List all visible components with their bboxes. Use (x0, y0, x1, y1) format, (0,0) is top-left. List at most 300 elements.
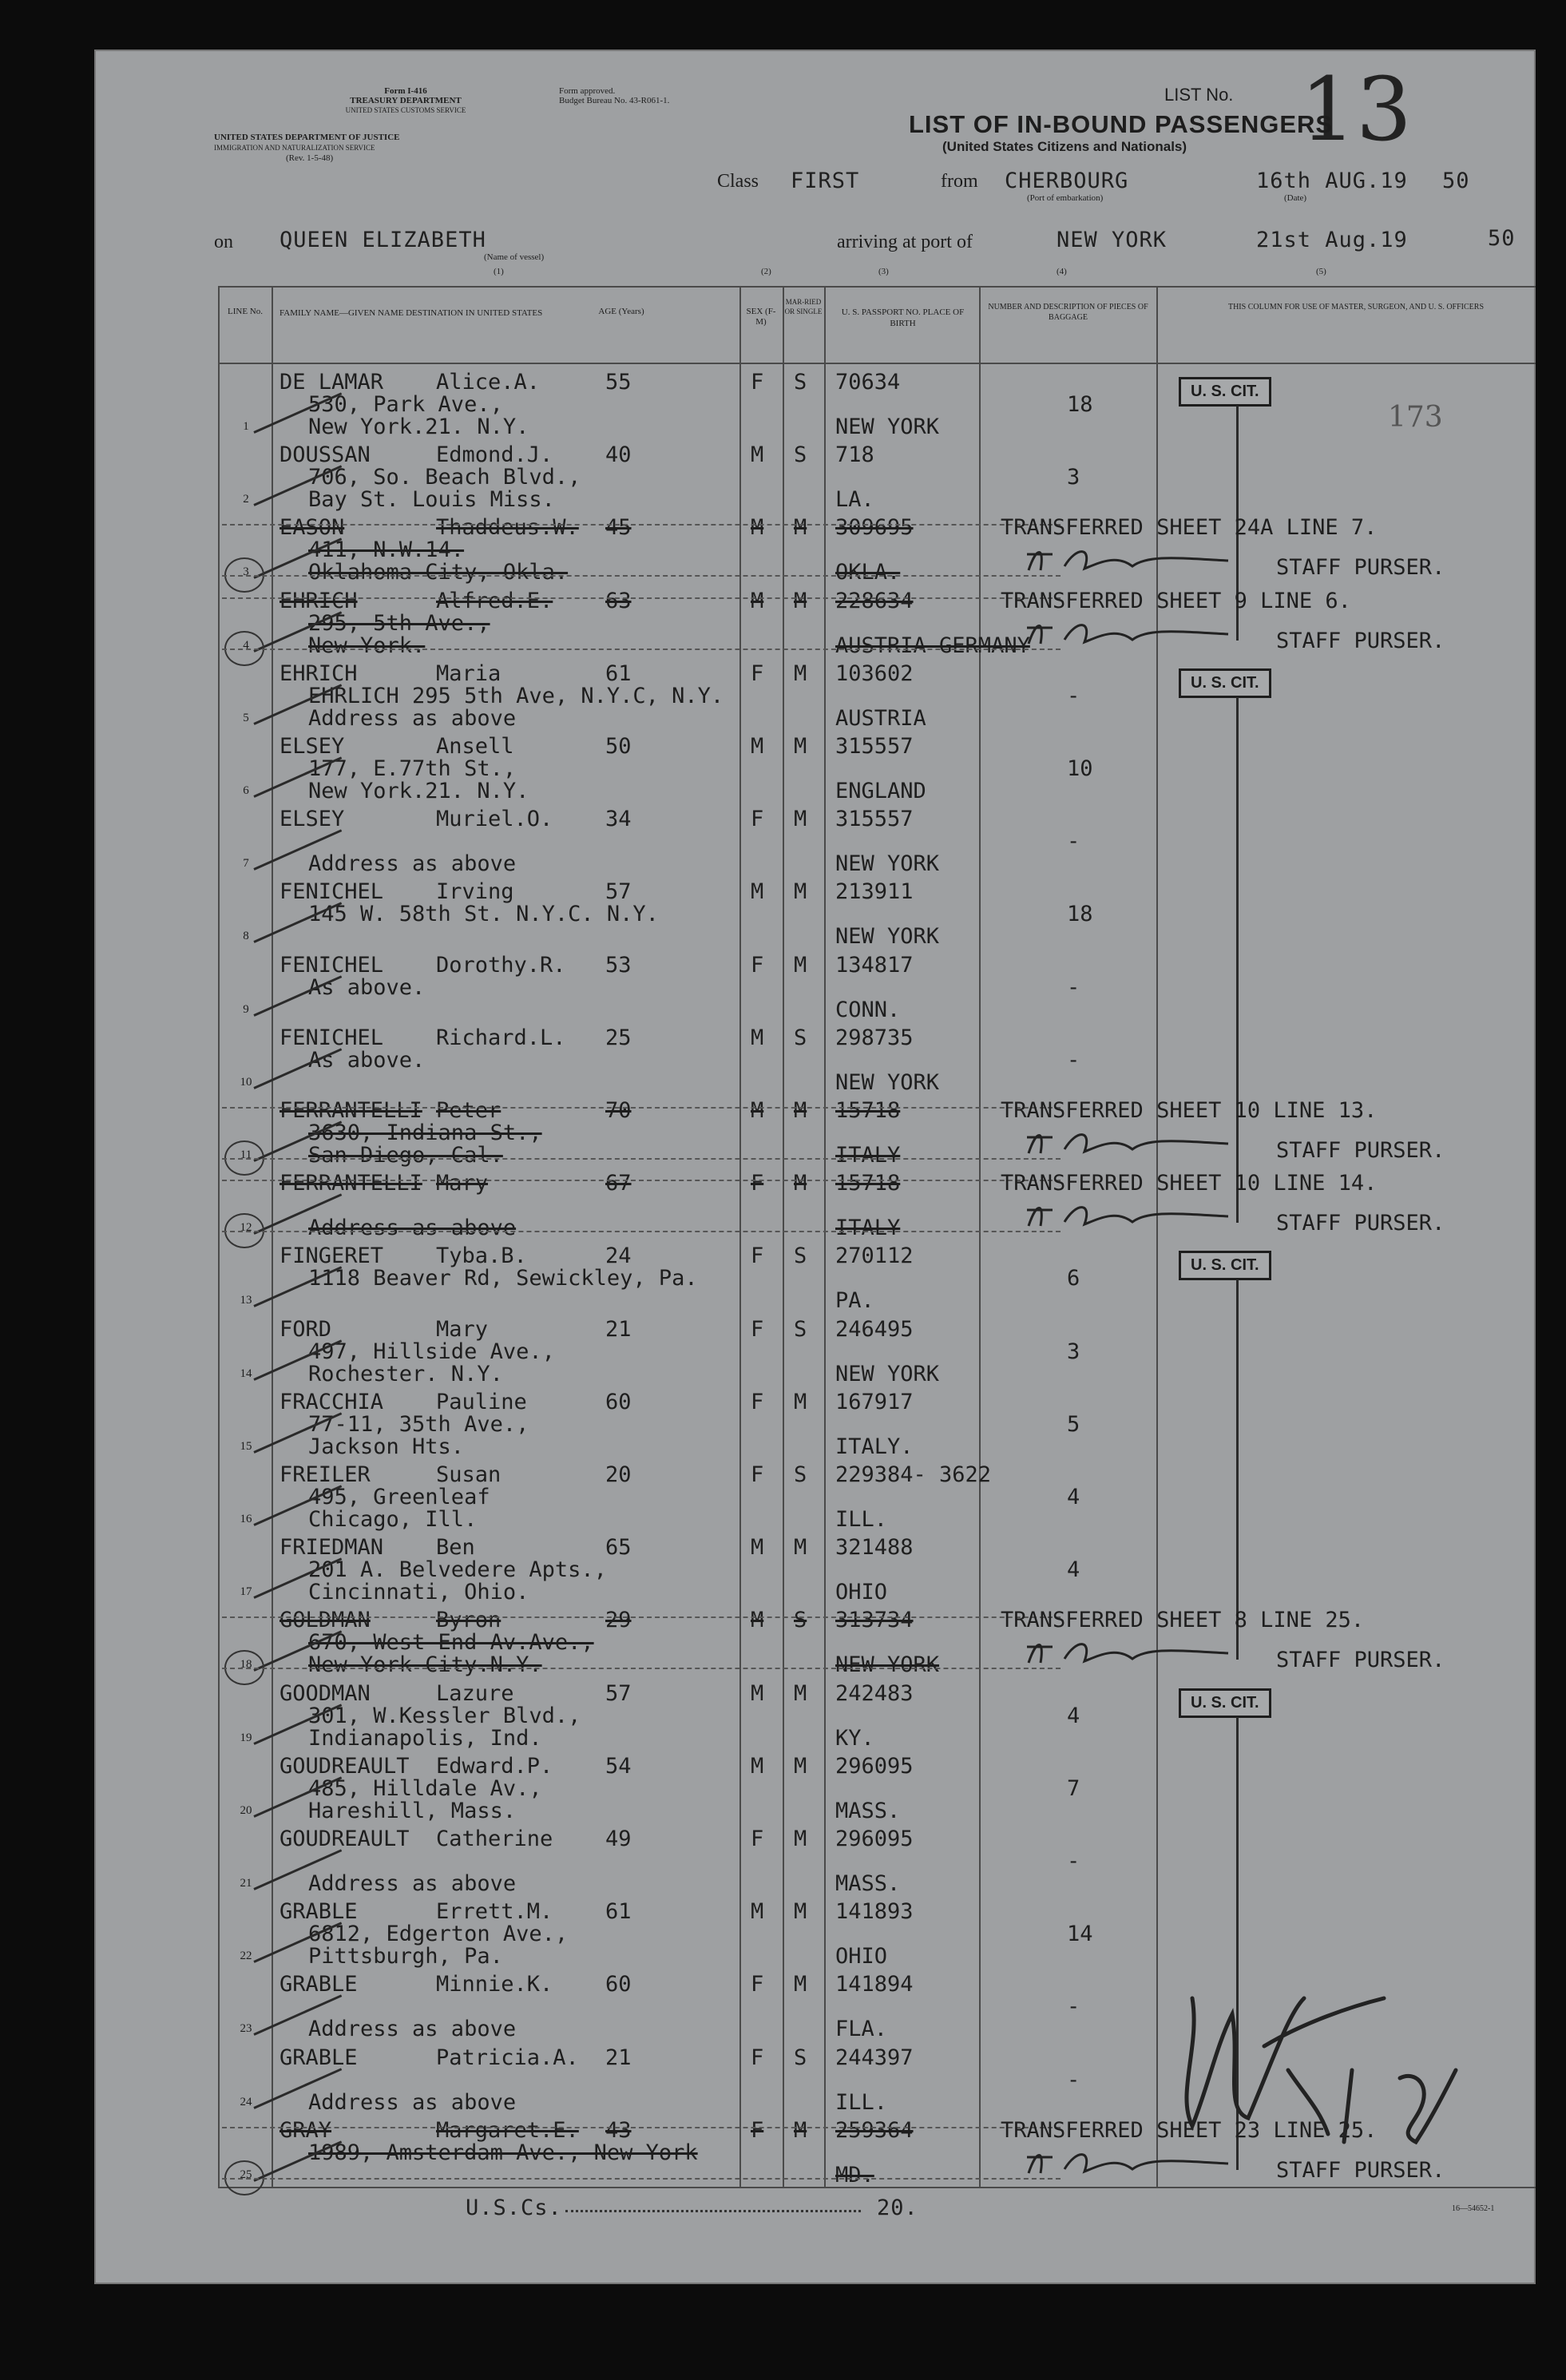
passenger-given-name: Tyba.B. (436, 1244, 527, 1269)
passenger-marital-status: M (794, 1899, 807, 1925)
passenger-sex: M (751, 1753, 764, 1779)
passenger-family-name: EHRICH (280, 660, 358, 686)
passenger-given-name: Byron (436, 1608, 502, 1633)
passenger-family-name: GRAY (280, 2117, 332, 2143)
purser-signature (1021, 1631, 1260, 1678)
strike-rule (222, 2178, 1061, 2180)
passenger-address-line2: San Diego, Cal. (308, 1143, 503, 1168)
purser-signature (1021, 1194, 1260, 1241)
passenger-address-line2: New York City.N.Y. (308, 1652, 542, 1678)
passenger-marital-status: S (794, 1025, 807, 1050)
passenger-family-name: GOUDREAULT (280, 1753, 410, 1779)
passenger-sex: F (751, 1171, 764, 1196)
passenger-address-line1: 295, 5th Ave., (308, 610, 490, 636)
class-label: Class (717, 171, 759, 192)
passenger-address-line1: 1989, Amsterdam Ave., New York (308, 2140, 698, 2165)
form-approved: Form approved. (559, 86, 616, 96)
purser-signature (1021, 612, 1260, 659)
passenger-address-line2: Rochester. N.Y. (308, 1361, 503, 1386)
passenger-age: 50 (605, 734, 632, 759)
passenger-marital-status: M (794, 2117, 807, 2143)
vessel-name: QUEEN ELIZABETH (280, 228, 486, 252)
passenger-sex: F (751, 1389, 764, 1414)
baggage-count: 5 (1067, 1411, 1080, 1437)
passenger-marital-status: M (794, 1171, 807, 1196)
baggage-count: 7 (1067, 1775, 1080, 1801)
immigration-service: IMMIGRATION AND NATURALIZATION SERVICE (214, 144, 375, 152)
line-number: 9 (243, 1002, 249, 1016)
strike-rule (222, 1616, 1061, 1618)
passenger-age: 60 (605, 1389, 632, 1414)
passport-number: 718 (835, 442, 874, 468)
baggage-count: 14 (1067, 1922, 1093, 1947)
us-citizen-stamp: U. S. CIT. (1179, 1688, 1271, 1718)
passport-number: 141893 (835, 1899, 914, 1925)
strike-rule (222, 1158, 1061, 1160)
passenger-given-name: Maria (436, 660, 502, 686)
passenger-given-name: Ansell (436, 734, 514, 759)
passenger-address-line1: 495, Greenleaf (308, 1485, 490, 1509)
passenger-marital-status: M (794, 660, 807, 686)
place-of-birth: NEW YORK (835, 1652, 940, 1678)
from-label: from (941, 171, 978, 192)
place-of-birth: MASS. (835, 1871, 901, 1896)
col-heading-line: LINE No. (228, 307, 263, 316)
passenger-sex: F (751, 1244, 764, 1269)
line-number: 11 (240, 1148, 252, 1161)
strike-rule (222, 1107, 1061, 1109)
baggage-count: 18 (1067, 902, 1093, 927)
passenger-family-name: FINGERET (280, 1244, 384, 1269)
list-number: 13 (1300, 58, 1412, 161)
passenger-marital-status: M (794, 807, 807, 832)
passenger-given-name: Thaddeus.W. (436, 515, 579, 541)
strike-rule (222, 597, 1061, 599)
passport-number: 70634 (835, 370, 901, 395)
strike-rule (222, 1180, 1061, 1181)
transfer-note: TRANSFERRED SHEET 10 LINE 14. (1001, 1171, 1378, 1196)
passport-number: 298735 (835, 1025, 914, 1050)
passenger-sex: F (751, 1462, 764, 1487)
passenger-given-name: Alice.A. (436, 370, 541, 395)
passenger-age: 63 (605, 588, 632, 613)
passenger-marital-status: M (794, 1098, 807, 1123)
passport-number: 15718 (835, 1171, 901, 1196)
print-code: 16—54652-1 (1452, 2204, 1495, 2213)
passenger-family-name: GOODMAN (280, 1680, 371, 1706)
passenger-family-name: FENICHEL (280, 1025, 384, 1050)
place-of-birth: PA. (835, 1288, 874, 1314)
place-of-birth: KY. (835, 1725, 874, 1751)
sailing-year: 50 (1442, 169, 1470, 193)
line-number: 5 (243, 711, 249, 724)
passenger-age: 70 (605, 1098, 632, 1123)
passenger-address-line2: Pittsburgh, Pa. (308, 1944, 503, 1969)
passenger-marital-status: S (794, 1316, 807, 1342)
passenger-given-name: Lazure (436, 1680, 514, 1706)
line-number: 14 (240, 1367, 252, 1380)
stamp-bracket-line (1236, 1279, 1239, 1660)
place-of-birth: OHIO (835, 1944, 888, 1969)
line-number: 4 (243, 638, 249, 652)
passenger-marital-status: S (794, 1462, 807, 1487)
arriving-label: arriving at port of (837, 232, 973, 252)
col-num-2: (2) (761, 267, 771, 276)
passenger-address-line2: Address as above (308, 1216, 517, 1241)
passenger-address-line2: Oklahoma City, Okla. (308, 560, 569, 585)
col-heading-baggage: NUMBER AND DESCRIPTION OF PIECES OF BAGGAGE (988, 303, 1148, 322)
page-title: LIST OF IN-BOUND PASSENGERS (909, 110, 1334, 138)
transfer-note: TRANSFERRED SHEET 24A LINE 7. (1001, 515, 1378, 541)
strike-rule (222, 1231, 1061, 1232)
passenger-given-name: Edward.P. (436, 1753, 553, 1779)
passport-number: 296095 (835, 1827, 914, 1851)
passenger-address-line2: Bay St. Louis Miss. (308, 487, 555, 513)
line-number: 24 (240, 2095, 252, 2108)
passenger-address-line2: Cincinnati, Ohio. (308, 1580, 529, 1605)
passenger-age: 43 (605, 2117, 632, 2143)
passenger-sex: M (751, 515, 764, 541)
passenger-manifest-sheet (94, 50, 1536, 2284)
passenger-marital-status: M (794, 588, 807, 613)
col-heading-officers: THIS COLUMN FOR USE OF MASTER, SURGEON, AND U. S. OFFICERS (1227, 303, 1485, 311)
passenger-age: 49 (605, 1827, 632, 1851)
passenger-address-line1: 3630, Indiana St., (308, 1121, 542, 1145)
passenger-address-line1: As above. (308, 1047, 426, 1073)
transfer-note: TRANSFERRED SHEET 10 LINE 13. (1001, 1098, 1378, 1123)
passenger-address-line2: Address as above (308, 2089, 517, 2115)
place-of-birth: CONN. (835, 997, 901, 1022)
col-rule (783, 288, 784, 2188)
us-citizen-stamp: U. S. CIT. (1179, 1251, 1271, 1280)
passenger-marital-status: M (794, 1389, 807, 1414)
passenger-age: 61 (605, 660, 632, 686)
col-num-1: (1) (494, 267, 504, 276)
baggage-count: - (1067, 1849, 1080, 1874)
passenger-marital-status: M (794, 1680, 807, 1706)
line-number: 13 (240, 1294, 252, 1307)
col-num-3: (3) (878, 267, 889, 276)
col-heading-married: MAR-RIED OR SINGLE (784, 298, 823, 315)
passenger-age: 54 (605, 1753, 632, 1779)
line-number: 20 (240, 1803, 252, 1817)
passport-number: 309695 (835, 515, 914, 541)
line-number: 10 (240, 1075, 252, 1089)
place-of-birth: ILL. (835, 2089, 888, 2115)
col-rule (824, 288, 826, 2188)
strike-rule (222, 524, 1061, 526)
staff-purser-label: STAFF PURSER. (1276, 628, 1445, 653)
date-label: (Date) (1284, 193, 1307, 203)
passenger-address-line1: 6812, Edgerton Ave., (308, 1922, 569, 1947)
passenger-sex: M (751, 1535, 764, 1561)
line-number: 2 (243, 493, 249, 506)
passenger-address-line1: 145 W. 58th St. N.Y.C. N.Y. (308, 902, 659, 927)
passenger-family-name: GRABLE (280, 2045, 358, 2070)
baggage-count: 3 (1067, 465, 1080, 490)
line-number: 8 (243, 930, 249, 943)
passenger-marital-status: M (794, 1535, 807, 1561)
passenger-address-line2: New York. (308, 633, 426, 658)
port-of-embarkation: CHERBOURG (1005, 169, 1129, 193)
passenger-given-name: Richard.L. (436, 1025, 566, 1050)
passenger-address-line2: Hareshill, Mass. (308, 1798, 517, 1823)
col-heading-sex: SEX (F-M) (746, 307, 776, 327)
passenger-address-line1: As above. (308, 974, 426, 1000)
passenger-address-line1: 1118 Beaver Rd, Sewickley, Pa. (308, 1266, 698, 1291)
passenger-given-name: Minnie.K. (436, 1972, 553, 1997)
uscs-label: U.S.Cs. (466, 2196, 562, 2220)
passport-number: 213911 (835, 879, 914, 905)
baggage-count: - (1067, 829, 1080, 855)
passenger-marital-status: M (794, 879, 807, 905)
passenger-age: 20 (605, 1462, 632, 1487)
passenger-address-line1: 497, Hillside Ave., (308, 1339, 555, 1364)
passenger-given-name: Susan (436, 1462, 502, 1487)
line-number: 3 (243, 565, 249, 579)
passport-number: 134817 (835, 952, 914, 978)
passenger-age: 24 (605, 1244, 632, 1269)
passport-number: 242483 (835, 1680, 914, 1706)
passenger-sex: M (751, 442, 764, 468)
passenger-age: 25 (605, 1025, 632, 1050)
side-number: 173 (1388, 401, 1443, 434)
baggage-count: - (1067, 1047, 1080, 1073)
arrival-date: 21st Aug.19 (1256, 228, 1408, 252)
passenger-sex: F (751, 2045, 764, 2070)
staff-purser-label: STAFF PURSER. (1276, 1211, 1445, 1236)
strike-rule (222, 1668, 1061, 1669)
arrival-port: NEW YORK (1057, 228, 1168, 252)
place-of-birth: NEW YORK (835, 1361, 940, 1386)
passenger-given-name: Catherine (436, 1827, 553, 1851)
justice-dept: UNITED STATES DEPARTMENT OF JUSTICE (214, 133, 400, 142)
passenger-sex: M (751, 1098, 764, 1123)
passport-number: 321488 (835, 1535, 914, 1561)
us-citizen-stamp: U. S. CIT. (1179, 668, 1271, 698)
col-rule (272, 288, 273, 2188)
line-number: 7 (243, 857, 249, 871)
passenger-address-line1: 530, Park Ave., (308, 392, 503, 417)
passenger-given-name: Alfred.E. (436, 588, 553, 613)
place-of-birth: NEW YORK (835, 924, 940, 950)
passenger-address-line1: EHRLICH 295 5th Ave, N.Y.C, N.Y. (308, 683, 724, 708)
passenger-sex: F (751, 370, 764, 395)
officer-signature (1144, 1950, 1528, 2150)
customs-service: UNITED STATES CUSTOMS SERVICE (345, 106, 466, 114)
passenger-sex: F (751, 1827, 764, 1851)
baggage-count: - (1067, 974, 1080, 1000)
passenger-address-line1: 177, E.77th St., (308, 756, 517, 781)
line-number: 25 (240, 2168, 252, 2181)
passenger-family-name: FERRANTELLI (280, 1171, 422, 1196)
passport-number: 259364 (835, 2117, 914, 2143)
passenger-family-name: DE LAMAR (280, 370, 384, 395)
passenger-marital-status: M (794, 734, 807, 759)
passenger-address-line1: 706, So. Beach Blvd., (308, 465, 581, 490)
passenger-sex: M (751, 734, 764, 759)
place-of-birth: MASS. (835, 1798, 901, 1823)
passenger-age: 29 (605, 1608, 632, 1633)
passenger-sex: M (751, 1680, 764, 1706)
passenger-address-line1: 77-11, 35th Ave., (308, 1411, 529, 1437)
passport-number: 270112 (835, 1244, 914, 1269)
passenger-marital-status: M (794, 952, 807, 978)
line-number: 23 (240, 2022, 252, 2036)
line-number: 22 (240, 1950, 252, 1963)
passenger-given-name: Patricia.A. (436, 2045, 579, 2070)
purser-signature (1021, 1121, 1260, 1168)
passenger-given-name: Edmond.J. (436, 442, 553, 468)
place-of-birth: ITALY. (835, 1434, 914, 1459)
passenger-age: 40 (605, 442, 632, 468)
passenger-address-line2: Chicago, Ill. (308, 1507, 478, 1532)
baggage-count: 4 (1067, 1703, 1080, 1728)
list-no-label: LIST No. (1164, 85, 1234, 105)
passenger-sex: F (751, 952, 764, 978)
passenger-age: 60 (605, 1972, 632, 1997)
transfer-note: TRANSFERRED SHEET 23 LINE 25. (1001, 2117, 1378, 2143)
passenger-age: 57 (605, 1680, 632, 1706)
passenger-address-line2: Address as above (308, 851, 517, 877)
passenger-sex: M (751, 1608, 764, 1633)
passenger-age: 55 (605, 370, 632, 395)
passenger-family-name: ELSEY (280, 807, 345, 832)
passenger-sex: F (751, 807, 764, 832)
strike-rule (222, 575, 1061, 577)
passport-number: 296095 (835, 1753, 914, 1779)
passenger-age: 57 (605, 879, 632, 905)
passenger-age: 67 (605, 1171, 632, 1196)
baggage-count: 4 (1067, 1557, 1080, 1583)
passenger-address-line1: 485, Hilldale Av., (308, 1775, 542, 1801)
baggage-count: 6 (1067, 1266, 1080, 1291)
baggage-count: 3 (1067, 1339, 1080, 1364)
passenger-family-name: EHRICH (280, 588, 358, 613)
passenger-given-name: Mary (436, 1316, 489, 1342)
passenger-given-name: Peter (436, 1098, 502, 1123)
passenger-marital-status: S (794, 1608, 807, 1633)
place-of-birth: MD. (835, 2162, 874, 2188)
passenger-address-line2: Address as above (308, 1871, 517, 1896)
line-number: 19 (240, 1731, 252, 1744)
strike-rule (222, 649, 1061, 650)
passenger-given-name: Mary (436, 1171, 489, 1196)
passenger-given-name: Irving (436, 879, 514, 905)
passport-number: 315557 (835, 734, 914, 759)
line-number: 6 (243, 784, 249, 797)
vessel-name-label: (Name of vessel) (484, 252, 545, 262)
purser-signature (1021, 538, 1260, 585)
passenger-family-name: FRIEDMAN (280, 1535, 384, 1561)
line-number: 1 (243, 420, 249, 433)
strike-rule (222, 2127, 1061, 2128)
us-citizen-stamp: U. S. CIT. (1179, 377, 1271, 407)
passenger-sex: F (751, 1972, 764, 1997)
passenger-given-name: Ben (436, 1535, 475, 1561)
place-of-birth: AUSTRIA (835, 705, 926, 731)
port-of-embarkation-label: (Port of embarkation) (1027, 193, 1104, 203)
passport-number: 228634 (835, 588, 914, 613)
passenger-address-line1: 201 A. Belvedere Apts., (308, 1557, 607, 1583)
passenger-address-line2: New York.21. N.Y. (308, 415, 529, 439)
passenger-sex: M (751, 879, 764, 905)
passenger-age: 65 (605, 1535, 632, 1561)
page-subtitle: (United States Citizens and Nationals) (942, 139, 1187, 154)
passenger-sex: F (751, 660, 764, 686)
passport-number: 244397 (835, 2045, 914, 2070)
class-value: FIRST (791, 169, 860, 193)
col-heading-passport: U. S. PASSPORT NO. PLACE OF BIRTH (841, 307, 965, 328)
table-top-rule (218, 286, 1536, 288)
passenger-age: 45 (605, 515, 632, 541)
place-of-birth: AUSTRIA GERMANY (835, 633, 1030, 658)
passenger-address-line2: Address as above (308, 705, 517, 731)
line-number: 18 (240, 1658, 252, 1672)
uscs-leader (565, 2210, 861, 2212)
treasury-dept: TREASURY DEPARTMENT (350, 96, 462, 105)
col-num-4: (4) (1057, 267, 1067, 276)
passport-number: 103602 (835, 660, 914, 686)
col-rule (979, 288, 981, 2188)
place-of-birth: OKLA. (835, 560, 901, 585)
baggage-count: - (1067, 1994, 1080, 2020)
passenger-given-name: Dorothy.R. (436, 952, 566, 978)
passport-number: 229384- 3622 (835, 1462, 992, 1487)
col-num-5: (5) (1316, 267, 1326, 276)
baggage-count: 18 (1067, 392, 1093, 417)
col-heading-name: FAMILY NAME—GIVEN NAME DESTINATION IN UNITED STATES (280, 308, 543, 318)
passenger-marital-status: M (794, 1972, 807, 1997)
line-number: 12 (240, 1221, 252, 1235)
passenger-family-name: FRACCHIA (280, 1389, 384, 1414)
line-number: 21 (240, 1877, 252, 1890)
place-of-birth: FLA. (835, 2017, 888, 2042)
uscs-count: 20. (877, 2196, 918, 2220)
passport-number: 315557 (835, 807, 914, 832)
baggage-count: 4 (1067, 1485, 1080, 1509)
place-of-birth: ILL. (835, 1507, 888, 1532)
passenger-given-name: Margaret.E. (436, 2117, 579, 2143)
passenger-marital-status: M (794, 1827, 807, 1851)
passenger-age: 21 (605, 2045, 632, 2070)
passenger-family-name: GRABLE (280, 1899, 358, 1925)
passenger-address-line1: 411, N.W.14. (308, 537, 465, 563)
passenger-age: 34 (605, 807, 632, 832)
transfer-note: TRANSFERRED SHEET 8 LINE 25. (1001, 1608, 1365, 1633)
passenger-sex: M (751, 588, 764, 613)
place-of-birth: ITALY (835, 1216, 901, 1241)
passenger-family-name: GRABLE (280, 1972, 358, 1997)
place-of-birth: ITALY (835, 1143, 901, 1168)
passenger-family-name: DOUSSAN (280, 442, 371, 468)
passenger-sex: M (751, 1025, 764, 1050)
staff-purser-label: STAFF PURSER. (1276, 1648, 1445, 1673)
passenger-address-line2: New York.21. N.Y. (308, 779, 529, 803)
form-number: Form I-416 (384, 86, 427, 96)
passenger-marital-status: S (794, 370, 807, 395)
passport-number: 141894 (835, 1972, 914, 1997)
passenger-sex: F (751, 2117, 764, 2143)
transfer-note: TRANSFERRED SHEET 9 LINE 6. (1001, 588, 1351, 613)
passenger-sex: M (751, 1899, 764, 1925)
table-bottom-rule (218, 2187, 1536, 2188)
passenger-address-line2: Indianapolis, Ind. (308, 1725, 542, 1751)
passport-number: 167917 (835, 1389, 914, 1414)
col-heading-age: AGE (Years) (598, 307, 644, 316)
passenger-age: 53 (605, 952, 632, 978)
col-rule (218, 288, 220, 2188)
